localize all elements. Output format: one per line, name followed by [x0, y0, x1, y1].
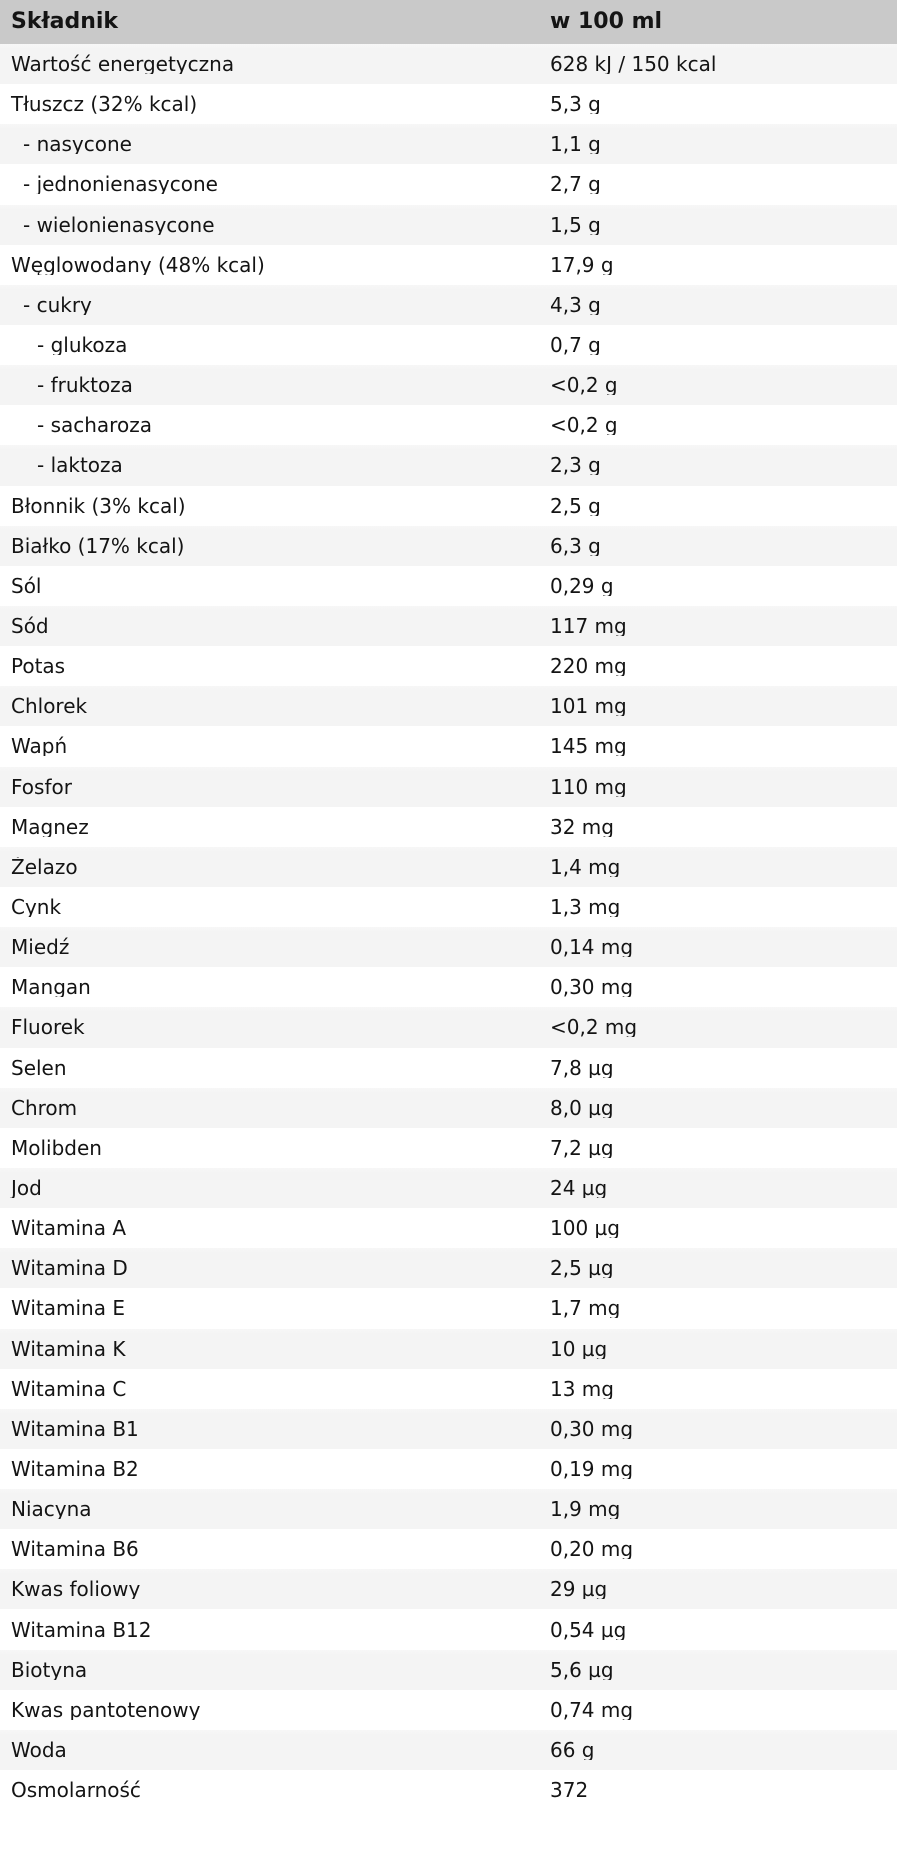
ingredient-value: 145 mg	[550, 736, 627, 757]
ingredient-label: Fluorek	[11, 1017, 85, 1038]
ingredient-value: 628 kJ / 150 kcal	[550, 54, 717, 75]
ingredient-label: Mangan	[11, 977, 91, 998]
table-row	[0, 646, 897, 686]
ingredient-label: Selen	[11, 1057, 67, 1078]
table-row	[0, 1449, 897, 1489]
ingredient-label: Witamina D	[11, 1258, 128, 1279]
table-row	[0, 1288, 897, 1328]
ingredient-label: Jod	[11, 1178, 42, 1198]
ingredient-value: <0,2 g	[550, 415, 618, 436]
table-row	[0, 1088, 897, 1128]
table-row	[0, 205, 897, 245]
ingredient-value: 8,0 µg	[550, 1097, 614, 1118]
ingredient-value: 0,30 mg	[550, 1418, 634, 1439]
table-row	[0, 1770, 897, 1810]
ingredient-value: 10 µg	[550, 1338, 608, 1359]
ingredient-label: - cukry	[23, 294, 92, 315]
ingredient-label: Witamina B12	[11, 1619, 152, 1640]
table-row	[0, 245, 897, 285]
ingredient-label: Witamina B2	[11, 1458, 139, 1479]
ingredient-value: 66 g	[550, 1739, 595, 1760]
table-row	[0, 726, 897, 766]
table-row	[0, 486, 897, 526]
ingredient-label: Kwas foliowy	[11, 1579, 141, 1600]
ingredient-value: 7,8 µg	[550, 1057, 614, 1078]
ingredient-label: Fosfor	[11, 776, 72, 797]
table-row	[0, 967, 897, 1007]
header-col-per-100ml: w 100 ml	[550, 11, 663, 33]
table-row	[0, 1128, 897, 1168]
ingredient-label: Kwas pantotenowy	[11, 1699, 201, 1720]
nutrition-table-body	[0, 44, 897, 1810]
table-row	[0, 1730, 897, 1770]
ingredient-label: - glukoza	[37, 335, 128, 356]
table-row	[0, 807, 897, 847]
header-col-ingredient: Składnik	[11, 11, 119, 33]
ingredient-value: 24 µg	[550, 1178, 608, 1198]
table-row	[0, 1248, 897, 1288]
ingredient-value: 100 µg	[550, 1218, 620, 1239]
table-row	[0, 767, 897, 807]
table-row	[0, 686, 897, 726]
ingredient-value: 13 mg	[550, 1378, 614, 1399]
ingredient-value: 0,7 g	[550, 335, 601, 356]
ingredient-label: - nasycone	[23, 134, 132, 155]
ingredient-label: - laktoza	[37, 455, 123, 476]
ingredient-label: Witamina C	[11, 1378, 127, 1399]
table-row	[0, 847, 897, 887]
table-row	[0, 44, 897, 84]
ingredient-value: 2,7 g	[550, 174, 601, 195]
ingredient-value: 6,3 g	[550, 535, 601, 556]
ingredient-value: 1,3 mg	[550, 897, 621, 918]
ingredient-value: 5,6 µg	[550, 1659, 614, 1680]
ingredient-label: - wielonienasycone	[23, 214, 215, 235]
ingredient-label: - sacharoza	[37, 415, 152, 436]
ingredient-label: Cynk	[11, 897, 62, 918]
table-row	[0, 325, 897, 365]
ingredient-label: Sól	[11, 575, 42, 596]
table-row	[0, 1569, 897, 1609]
table-row	[0, 1650, 897, 1690]
ingredient-label: Wapń	[11, 736, 68, 757]
ingredient-value: 0,14 mg	[550, 937, 634, 958]
table-header-row	[0, 0, 897, 44]
table-row	[0, 1208, 897, 1248]
table-row	[0, 927, 897, 967]
ingredient-value: 29 µg	[550, 1579, 608, 1600]
ingredient-value: 17,9 g	[550, 254, 614, 275]
ingredient-value: <0,2 g	[550, 375, 618, 396]
table-row	[0, 526, 897, 566]
ingredient-label: - jednonienasycone	[23, 174, 218, 195]
ingredient-value: 0,20 mg	[550, 1539, 634, 1560]
ingredient-label: Tłuszcz (32% kcal)	[11, 94, 198, 115]
ingredient-value: 1,9 mg	[550, 1499, 621, 1520]
ingredient-value: 0,29 g	[550, 575, 614, 596]
ingredient-value: 5,3 g	[550, 94, 601, 115]
ingredient-label: Witamina K	[11, 1338, 126, 1359]
table-row	[0, 1007, 897, 1047]
ingredient-value: 2,5 g	[550, 495, 601, 516]
table-row	[0, 1168, 897, 1208]
table-row	[0, 1609, 897, 1649]
ingredient-value: 110 mg	[550, 776, 627, 797]
ingredient-label: Węglowodany (48% kcal)	[11, 254, 265, 275]
ingredient-label: Sód	[11, 616, 49, 637]
ingredient-value: 0,54 µg	[550, 1619, 627, 1640]
table-row	[0, 887, 897, 927]
ingredient-value: 2,5 µg	[550, 1258, 614, 1279]
table-row	[0, 1329, 897, 1369]
table-row	[0, 1690, 897, 1730]
table-row	[0, 365, 897, 405]
ingredient-value: 101 mg	[550, 696, 627, 717]
ingredient-value: 117 mg	[550, 616, 627, 637]
table-row	[0, 445, 897, 485]
ingredient-label: Witamina A	[11, 1218, 126, 1239]
ingredient-label: Potas	[11, 656, 66, 677]
ingredient-value: 7,2 µg	[550, 1137, 614, 1158]
ingredient-label: Miedź	[11, 937, 70, 958]
ingredient-label: Chrom	[11, 1097, 78, 1118]
ingredient-label: Osmolarność	[11, 1780, 141, 1801]
ingredient-label: Wartość energetyczna	[11, 54, 235, 75]
ingredient-value: 2,3 g	[550, 455, 601, 476]
table-row	[0, 84, 897, 124]
ingredient-value: 0,30 mg	[550, 977, 634, 998]
ingredient-label: Niacyna	[11, 1499, 92, 1520]
table-row	[0, 285, 897, 325]
ingredient-label: Woda	[11, 1739, 67, 1760]
ingredient-value: 1,1 g	[550, 134, 601, 155]
ingredient-label: Biotyna	[11, 1659, 88, 1680]
ingredient-value: 372	[550, 1780, 589, 1801]
ingredient-label: Witamina B6	[11, 1539, 139, 1560]
ingredient-label: Żelazo	[11, 856, 78, 877]
table-row	[0, 1489, 897, 1529]
ingredient-value: 0,74 mg	[550, 1699, 634, 1720]
table-row	[0, 606, 897, 646]
ingredient-value: 1,5 g	[550, 214, 601, 235]
ingredient-value: 32 mg	[550, 816, 614, 837]
ingredient-label: - fruktoza	[37, 375, 133, 396]
table-row	[0, 1048, 897, 1088]
table-row	[0, 405, 897, 445]
ingredient-label: Witamina B1	[11, 1418, 139, 1439]
table-row	[0, 566, 897, 606]
ingredient-label: Błonnik (3% kcal)	[11, 495, 186, 516]
ingredient-value: 0,19 mg	[550, 1458, 634, 1479]
ingredient-label: Magnez	[11, 816, 89, 837]
ingredient-value: 4,3 g	[550, 294, 601, 315]
ingredient-label: Białko (17% kcal)	[11, 535, 185, 556]
ingredient-value: 220 mg	[550, 656, 627, 677]
ingredient-label: Molibden	[11, 1137, 102, 1158]
table-row	[0, 164, 897, 204]
ingredient-value: 1,4 mg	[550, 856, 621, 877]
table-row	[0, 1369, 897, 1409]
ingredient-value: <0,2 mg	[550, 1017, 638, 1038]
ingredient-value: 1,7 mg	[550, 1298, 621, 1319]
ingredient-label: Witamina E	[11, 1298, 125, 1319]
table-row	[0, 124, 897, 164]
ingredient-label: Chlorek	[11, 696, 88, 717]
table-row	[0, 1529, 897, 1569]
table-row	[0, 1409, 897, 1449]
